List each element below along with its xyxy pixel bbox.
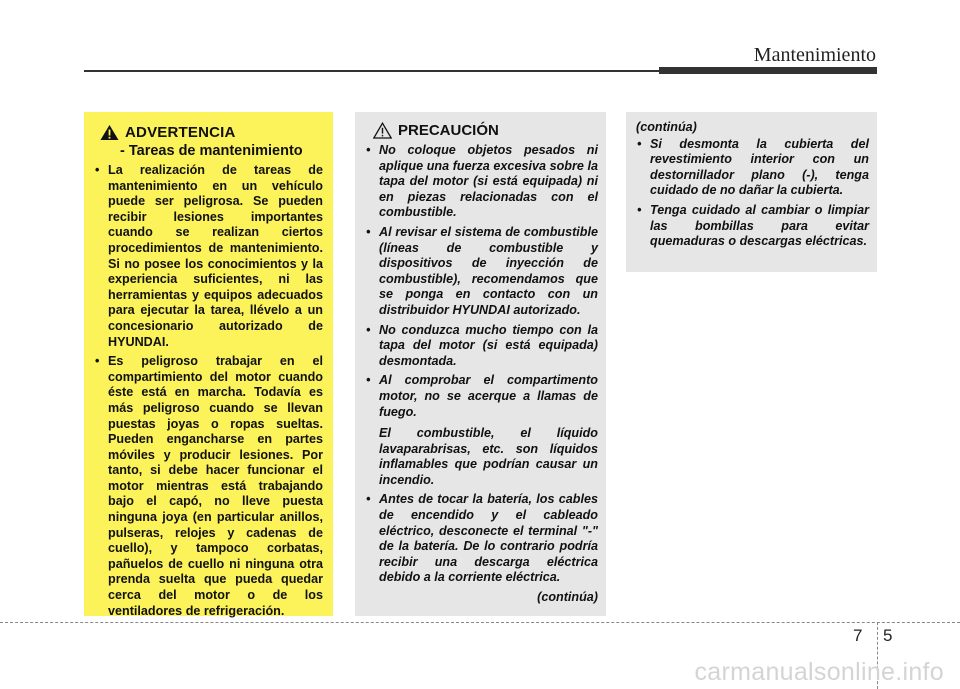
- continued-box: [626, 112, 877, 272]
- caution-item: • No coloque objetos pesados ni aplique una fuerza excesiva sobre la tapa del motor (si está equipada) ni en piezas relacionadas con el combustible.: [365, 143, 598, 221]
- continued-item: • Si desmonta la cubierta del revestimiento interior con un destornillador plano (-), tenga cuidado de no dañar la cubierta.: [636, 137, 869, 199]
- caution-list: [365, 143, 598, 586]
- watermark: carmanualsonline.info: [694, 658, 944, 686]
- footer-dashed-rule: [0, 622, 960, 623]
- caution-item: • No conduzca mucho tiempo con la tapa del motor (si está equipada) desmontada.: [365, 323, 598, 370]
- warning-list: [94, 163, 323, 619]
- continued-label: (continúa): [636, 120, 697, 134]
- warning-item: • La realización de tareas de mantenimiento en un vehículo puede ser peligrosa. Se pueden recibir lesiones importantes cuando se realizan ciertos procedimientos de mantenimiento. Si no posee los conocimientos y la experiencia suficientes, ni las herramientas y equipos adecuados para ejecutar la tarea, llévelo a un concesionario autorizado de HYUNDAI.: [94, 163, 323, 350]
- header-rule-thin: [84, 70, 659, 72]
- caution-box: [355, 112, 606, 616]
- warning-triangle-icon: [100, 124, 119, 141]
- warning-header: [94, 124, 323, 141]
- caution-item-extra: El combustible, el líquido lavaparabrisas, etc. son líquidos inflamables que podrían causar un incendio.: [379, 426, 598, 487]
- caution-title: PRECAUCIÓN: [398, 122, 499, 139]
- caution-header: [365, 122, 598, 139]
- continues-label: (continúa): [537, 590, 598, 605]
- warning-box: [84, 112, 333, 616]
- caution-triangle-icon: [373, 122, 392, 139]
- caution-item: • Al revisar el sistema de combustible (líneas de combustible y dispositivos de inyección de combustible), recomendamos que se ponga en contacto con un distribuidor HYUNDAI autorizado.: [365, 225, 598, 319]
- page-number: 5: [883, 626, 893, 645]
- chapter-number: 7: [853, 626, 863, 645]
- warning-title: ADVERTENCIA: [125, 124, 236, 141]
- caution-item: • Antes de tocar la batería, los cables de encendido y el cableado eléctrico, desconecte el terminal "-" de la batería. De lo contrario podría recibir una descarga eléctrica debido a la corriente eléctrica.: [365, 492, 598, 586]
- caution-item: [365, 373, 598, 488]
- caution-item-text: Al comprobar el compartimento motor, no se acerque a llamas de fuego.: [379, 373, 598, 419]
- warning-subtitle: - Tareas de mantenimiento: [120, 143, 303, 159]
- section-title: Mantenimiento: [753, 44, 876, 66]
- header-rule-thick: [659, 67, 877, 74]
- continued-list: [636, 137, 869, 250]
- continued-item: • Tenga cuidado al cambiar o limpiar las bombillas para evitar quemaduras o descargas eléctricas.: [636, 203, 869, 250]
- warning-item: • Es peligroso trabajar en el compartimiento del motor cuando éste está en marcha. Todavía es más peligroso cuando se llevan puestas joyas o ropas sueltas. Pueden engancharse en partes móviles y producir lesiones. Por tanto, si debe hacer funcionar el motor mientras está trabajando bajo el capó, no lleve puesta ninguna joya (en particular anillos, pulseras, relojes y cadenas de cuello), y tampoco corbatas, pañuelos de cuello ni ninguna otra prenda suelta que pueda quedar cerca del motor o de los ventiladores de refrigeración.: [94, 354, 323, 619]
